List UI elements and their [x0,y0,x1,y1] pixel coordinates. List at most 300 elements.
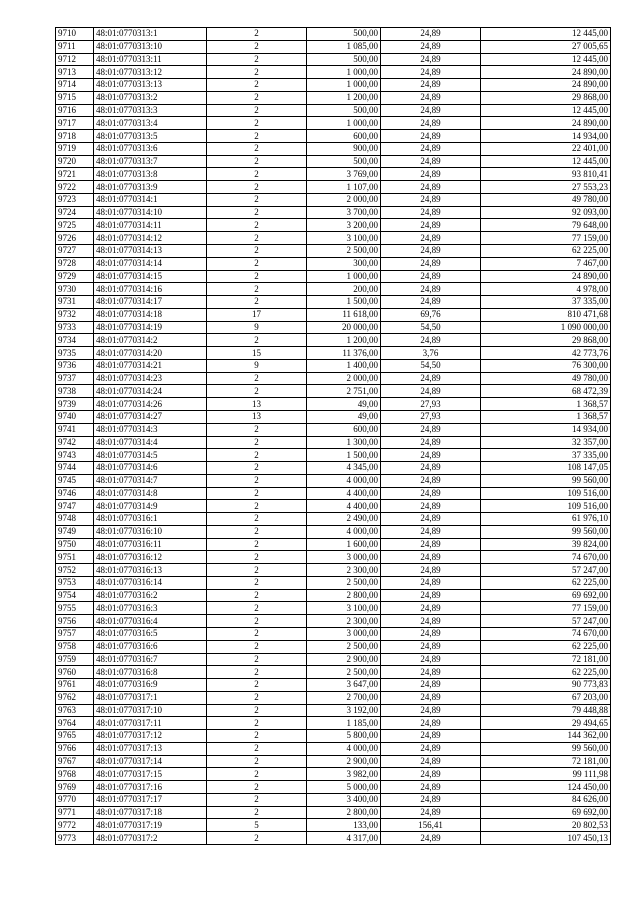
cadastral-number-cell: 48:01:0770314:14 [94,257,207,270]
area-cell: 4 000,00 [307,474,381,487]
value-cell: 90 773,83 [481,679,611,692]
cadastral-number-cell: 48:01:0770317:18 [94,806,207,819]
row-number-cell: 9713 [56,66,94,79]
cadastral-number-cell: 48:01:0770313:7 [94,155,207,168]
area-cell: 3 400,00 [307,793,381,806]
row-number-cell: 9728 [56,257,94,270]
area-cell: 1 600,00 [307,538,381,551]
rate-cell: 3,76 [381,347,481,360]
value-cell: 76 300,00 [481,359,611,372]
row-number-cell: 9735 [56,347,94,360]
cadastral-number-cell: 48:01:0770316:9 [94,679,207,692]
category-cell: 2 [207,296,307,309]
area-cell: 3 700,00 [307,206,381,219]
rate-cell: 24,89 [381,168,481,181]
cadastral-number-cell: 48:01:0770314:9 [94,500,207,513]
table-row [56,232,611,245]
row-number-cell: 9772 [56,819,94,832]
category-cell: 2 [207,79,307,92]
row-number-cell: 9761 [56,679,94,692]
row-number-cell: 9715 [56,91,94,104]
cadastral-number-cell: 48:01:0770317:15 [94,768,207,781]
category-cell: 2 [207,53,307,66]
category-cell: 2 [207,219,307,232]
category-cell: 2 [207,206,307,219]
table-row [56,755,611,768]
rate-cell: 24,89 [381,704,481,717]
category-cell: 2 [207,449,307,462]
category-cell: 2 [207,28,307,41]
area-cell: 3 000,00 [307,627,381,640]
category-cell: 2 [207,615,307,628]
value-cell: 79 648,00 [481,219,611,232]
cadastral-number-cell: 48:01:0770314:2 [94,334,207,347]
table-row [56,53,611,66]
table-row [56,436,611,449]
table-row [56,155,611,168]
value-cell: 49 780,00 [481,193,611,206]
category-cell: 2 [207,551,307,564]
cadastral-number-cell: 48:01:0770314:24 [94,385,207,398]
row-number-cell: 9770 [56,793,94,806]
table-row [56,500,611,513]
cadastral-number-cell: 48:01:0770314:20 [94,347,207,360]
row-number-cell: 9723 [56,193,94,206]
rate-cell: 24,89 [381,576,481,589]
row-number-cell: 9750 [56,538,94,551]
row-number-cell: 9747 [56,500,94,513]
value-cell: 57 247,00 [481,615,611,628]
value-cell: 29 494,65 [481,717,611,730]
table-row [56,385,611,398]
row-number-cell: 9717 [56,117,94,130]
category-cell: 2 [207,538,307,551]
table-row [56,334,611,347]
category-cell: 2 [207,372,307,385]
rate-cell: 24,89 [381,806,481,819]
rate-cell: 24,89 [381,155,481,168]
area-cell: 2 500,00 [307,640,381,653]
rate-cell: 24,89 [381,474,481,487]
table-row [56,142,611,155]
table-row [56,832,611,845]
rate-cell: 24,89 [381,781,481,794]
area-cell: 2 700,00 [307,691,381,704]
rate-cell: 24,89 [381,117,481,130]
table-row [56,474,611,487]
cadastral-number-cell: 48:01:0770317:12 [94,730,207,743]
area-cell: 600,00 [307,130,381,143]
cadastral-number-cell: 48:01:0770317:16 [94,781,207,794]
value-cell: 124 450,00 [481,781,611,794]
area-cell: 4 400,00 [307,487,381,500]
rate-cell: 24,89 [381,283,481,296]
category-cell: 2 [207,691,307,704]
rate-cell: 24,89 [381,564,481,577]
row-number-cell: 9766 [56,742,94,755]
value-cell: 37 335,00 [481,296,611,309]
row-number-cell: 9719 [56,142,94,155]
row-number-cell: 9763 [56,704,94,717]
category-cell: 2 [207,334,307,347]
area-cell: 4 000,00 [307,742,381,755]
rate-cell: 24,89 [381,666,481,679]
area-cell: 500,00 [307,104,381,117]
value-cell: 42 773,76 [481,347,611,360]
area-cell: 2 000,00 [307,372,381,385]
table-row [56,372,611,385]
category-cell: 2 [207,742,307,755]
table-row [56,513,611,526]
table-row [56,257,611,270]
table-row [56,66,611,79]
area-cell: 3 100,00 [307,232,381,245]
area-cell: 2 500,00 [307,245,381,258]
cadastral-number-cell: 48:01:0770317:14 [94,755,207,768]
rate-cell: 24,89 [381,423,481,436]
rate-cell: 24,89 [381,768,481,781]
row-number-cell: 9726 [56,232,94,245]
category-cell: 17 [207,308,307,321]
category-cell: 2 [207,525,307,538]
cadastral-number-cell: 48:01:0770314:16 [94,283,207,296]
row-number-cell: 9765 [56,730,94,743]
row-number-cell: 9720 [56,155,94,168]
row-number-cell: 9725 [56,219,94,232]
value-cell: 37 335,00 [481,449,611,462]
rate-cell: 24,89 [381,206,481,219]
area-cell: 11 618,00 [307,308,381,321]
rate-cell: 24,89 [381,525,481,538]
cadastral-number-cell: 48:01:0770316:4 [94,615,207,628]
category-cell: 2 [207,91,307,104]
value-cell: 7 467,00 [481,257,611,270]
rate-cell: 24,89 [381,79,481,92]
rate-cell: 24,89 [381,653,481,666]
value-cell: 12 445,00 [481,155,611,168]
category-cell: 2 [207,832,307,845]
row-number-cell: 9727 [56,245,94,258]
cadastral-number-cell: 48:01:0770316:1 [94,513,207,526]
category-cell: 2 [207,40,307,53]
category-cell: 2 [207,270,307,283]
value-cell: 72 181,00 [481,653,611,666]
row-number-cell: 9730 [56,283,94,296]
rate-cell: 24,89 [381,130,481,143]
area-cell: 20 000,00 [307,321,381,334]
category-cell: 2 [207,423,307,436]
value-cell: 77 159,00 [481,602,611,615]
table-row [56,321,611,334]
category-cell: 2 [207,385,307,398]
area-cell: 2 800,00 [307,589,381,602]
area-cell: 900,00 [307,142,381,155]
area-cell: 2 300,00 [307,564,381,577]
cadastral-number-cell: 48:01:0770317:19 [94,819,207,832]
row-number-cell: 9749 [56,525,94,538]
cadastral-number-cell: 48:01:0770314:8 [94,487,207,500]
value-cell: 79 448,88 [481,704,611,717]
area-cell: 3 192,00 [307,704,381,717]
row-number-cell: 9734 [56,334,94,347]
rate-cell: 24,89 [381,627,481,640]
area-cell: 1 000,00 [307,117,381,130]
rate-cell: 24,89 [381,142,481,155]
area-cell: 2 900,00 [307,755,381,768]
area-cell: 600,00 [307,423,381,436]
category-cell: 2 [207,232,307,245]
row-number-cell: 9722 [56,181,94,194]
area-cell: 1 300,00 [307,436,381,449]
row-number-cell: 9753 [56,576,94,589]
row-number-cell: 9714 [56,79,94,92]
category-cell: 13 [207,398,307,411]
value-cell: 109 516,00 [481,500,611,513]
rate-cell: 24,89 [381,28,481,41]
rate-cell: 24,89 [381,232,481,245]
table-row [56,627,611,640]
cadastral-number-cell: 48:01:0770314:3 [94,423,207,436]
value-cell: 99 560,00 [481,525,611,538]
value-cell: 62 225,00 [481,576,611,589]
row-number-cell: 9762 [56,691,94,704]
table-row [56,564,611,577]
cadastral-number-cell: 48:01:0770317:1 [94,691,207,704]
table-row [56,742,611,755]
row-number-cell: 9754 [56,589,94,602]
value-cell: 99 560,00 [481,474,611,487]
area-cell: 1 107,00 [307,181,381,194]
cadastral-number-cell: 48:01:0770314:27 [94,410,207,423]
row-number-cell: 9712 [56,53,94,66]
category-cell: 13 [207,410,307,423]
data-table [55,27,611,845]
table-row [56,717,611,730]
rate-cell: 24,89 [381,257,481,270]
cadastral-number-cell: 48:01:0770314:11 [94,219,207,232]
category-cell: 9 [207,359,307,372]
row-number-cell: 9759 [56,653,94,666]
table-row [56,666,611,679]
area-cell: 1 085,00 [307,40,381,53]
value-cell: 1 090 000,00 [481,321,611,334]
cadastral-number-cell: 48:01:0770314:21 [94,359,207,372]
rate-cell: 54,50 [381,359,481,372]
area-cell: 3 647,00 [307,679,381,692]
row-number-cell: 9755 [56,602,94,615]
table-row [56,206,611,219]
value-cell: 93 810,41 [481,168,611,181]
value-cell: 49 780,00 [481,372,611,385]
value-cell: 67 203,00 [481,691,611,704]
table-row [56,576,611,589]
table-row [56,40,611,53]
rate-cell: 24,89 [381,372,481,385]
row-number-cell: 9758 [56,640,94,653]
rate-cell: 24,89 [381,691,481,704]
rate-cell: 24,89 [381,53,481,66]
cadastral-number-cell: 48:01:0770316:10 [94,525,207,538]
row-number-cell: 9738 [56,385,94,398]
table-row [56,410,611,423]
category-cell: 2 [207,245,307,258]
area-cell: 133,00 [307,819,381,832]
value-cell: 27 005,65 [481,40,611,53]
row-number-cell: 9743 [56,449,94,462]
rate-cell: 27,93 [381,410,481,423]
area-cell: 200,00 [307,283,381,296]
table-row [56,462,611,475]
value-cell: 144 362,00 [481,730,611,743]
value-cell: 39 824,00 [481,538,611,551]
cadastral-number-cell: 48:01:0770317:13 [94,742,207,755]
value-cell: 107 450,13 [481,832,611,845]
category-cell: 2 [207,474,307,487]
rate-cell: 24,89 [381,462,481,475]
table-row [56,359,611,372]
value-cell: 74 670,00 [481,551,611,564]
table-row [56,117,611,130]
value-cell: 24 890,00 [481,66,611,79]
rate-cell: 24,89 [381,717,481,730]
area-cell: 2 500,00 [307,576,381,589]
area-cell: 3 769,00 [307,168,381,181]
table-row [56,602,611,615]
rate-cell: 24,89 [381,730,481,743]
category-cell: 2 [207,257,307,270]
row-number-cell: 9729 [56,270,94,283]
table-row [56,679,611,692]
rate-cell: 24,89 [381,104,481,117]
rate-cell: 24,89 [381,436,481,449]
cadastral-number-cell: 48:01:0770316:8 [94,666,207,679]
row-number-cell: 9745 [56,474,94,487]
rate-cell: 24,89 [381,270,481,283]
cadastral-number-cell: 48:01:0770316:6 [94,640,207,653]
cadastral-number-cell: 48:01:0770313:8 [94,168,207,181]
rate-cell: 24,89 [381,181,481,194]
row-number-cell: 9769 [56,781,94,794]
row-number-cell: 9744 [56,462,94,475]
rate-cell: 24,89 [381,551,481,564]
category-cell: 15 [207,347,307,360]
area-cell: 2 751,00 [307,385,381,398]
area-cell: 2 800,00 [307,806,381,819]
area-cell: 500,00 [307,53,381,66]
row-number-cell: 9718 [56,130,94,143]
cadastral-number-cell: 48:01:0770316:11 [94,538,207,551]
rate-cell: 24,89 [381,40,481,53]
area-cell: 5 800,00 [307,730,381,743]
area-cell: 1 185,00 [307,717,381,730]
value-cell: 20 802,53 [481,819,611,832]
category-cell: 2 [207,155,307,168]
row-number-cell: 9771 [56,806,94,819]
cadastral-number-cell: 48:01:0770316:3 [94,602,207,615]
cadastral-number-cell: 48:01:0770313:4 [94,117,207,130]
table-row [56,219,611,232]
table-row [56,640,611,653]
table-row [56,691,611,704]
value-cell: 12 445,00 [481,104,611,117]
category-cell: 2 [207,666,307,679]
cadastral-number-cell: 48:01:0770313:2 [94,91,207,104]
category-cell: 2 [207,653,307,666]
rate-cell: 24,89 [381,296,481,309]
value-cell: 99 560,00 [481,742,611,755]
value-cell: 12 445,00 [481,28,611,41]
area-cell: 4 000,00 [307,525,381,538]
cadastral-number-cell: 48:01:0770317:2 [94,832,207,845]
area-cell: 2 900,00 [307,653,381,666]
row-number-cell: 9752 [56,564,94,577]
rate-cell: 24,89 [381,755,481,768]
value-cell: 4 978,00 [481,283,611,296]
category-cell: 2 [207,768,307,781]
value-cell: 29 868,00 [481,334,611,347]
table-body [56,28,611,845]
row-number-cell: 9721 [56,168,94,181]
cadastral-number-cell: 48:01:0770313:9 [94,181,207,194]
row-number-cell: 9724 [56,206,94,219]
value-cell: 27 553,23 [481,181,611,194]
category-cell: 2 [207,487,307,500]
row-number-cell: 9733 [56,321,94,334]
row-number-cell: 9742 [56,436,94,449]
category-cell: 2 [207,806,307,819]
rate-cell: 24,89 [381,500,481,513]
rate-cell: 24,89 [381,640,481,653]
rate-cell: 69,76 [381,308,481,321]
category-cell: 2 [207,704,307,717]
row-number-cell: 9764 [56,717,94,730]
cadastral-number-cell: 48:01:0770313:5 [94,130,207,143]
rate-cell: 24,89 [381,602,481,615]
category-cell: 2 [207,679,307,692]
category-cell: 2 [207,193,307,206]
area-cell: 4 345,00 [307,462,381,475]
value-cell: 69 692,00 [481,589,611,602]
row-number-cell: 9760 [56,666,94,679]
table-row [56,398,611,411]
area-cell: 4 317,00 [307,832,381,845]
row-number-cell: 9739 [56,398,94,411]
table-row [56,819,611,832]
table-row [56,615,611,628]
table-row [56,704,611,717]
row-number-cell: 9773 [56,832,94,845]
category-cell: 2 [207,130,307,143]
cadastral-number-cell: 48:01:0770314:10 [94,206,207,219]
table-row [56,104,611,117]
table-row [56,551,611,564]
area-cell: 500,00 [307,28,381,41]
area-cell: 3 200,00 [307,219,381,232]
rate-cell: 24,89 [381,513,481,526]
rate-cell: 24,89 [381,385,481,398]
rate-cell: 24,89 [381,66,481,79]
value-cell: 68 472,39 [481,385,611,398]
rate-cell: 24,89 [381,449,481,462]
category-cell: 2 [207,564,307,577]
category-cell: 2 [207,66,307,79]
value-cell: 24 890,00 [481,270,611,283]
value-cell: 72 181,00 [481,755,611,768]
row-number-cell: 9710 [56,28,94,41]
cadastral-number-cell: 48:01:0770316:13 [94,564,207,577]
rate-cell: 27,93 [381,398,481,411]
area-cell: 1 000,00 [307,66,381,79]
